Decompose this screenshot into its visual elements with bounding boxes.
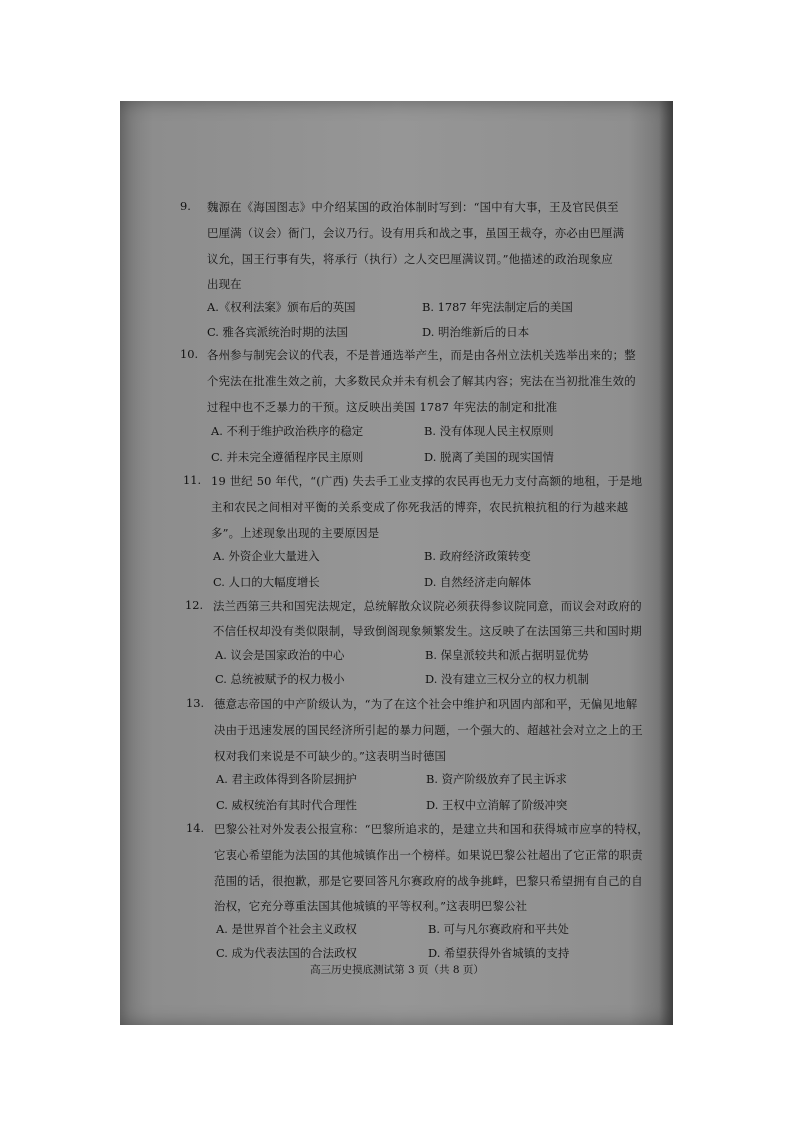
- question-14-line-2: 它衷心希望能为法国的其他城镇作出一个榜样。如果说巴黎公社超出了它正常的职责: [214, 848, 643, 862]
- question-9-line-4: 出现在: [207, 277, 242, 291]
- question-12-line-2: 不信任权却没有类似限制，导致倒阁现象频繁发生。这反映了在法国第三共和国时期: [213, 624, 642, 638]
- question-9-option-c: C. 雅各宾派统治时期的法国: [207, 325, 348, 339]
- page-shadow-edge: [659, 101, 673, 1025]
- question-10-option-a: A. 不利于维护政治秩序的稳定: [211, 424, 364, 438]
- question-14-number: 14.: [186, 821, 205, 835]
- question-9-option-a: A.《权利法案》颁布后的英国: [207, 300, 356, 314]
- question-10-number: 10.: [180, 347, 199, 361]
- question-11-option-a: A. 外资企业大量进入: [213, 549, 320, 563]
- question-11-option-b: B. 政府经济政策转变: [424, 549, 531, 563]
- question-13-line-3: 权对我们来说是不可缺少的。”这表明当时德国: [214, 749, 447, 763]
- question-9-number: 9.: [180, 199, 191, 213]
- question-13-line-1: 德意志帝国的中产阶级认为，“为了在这个社会中维护和巩固内部和平，无偏见地解: [214, 697, 638, 711]
- question-10-option-b: B. 没有体现人民主权原则: [424, 424, 554, 438]
- question-13-option-b: B. 资产阶级放弃了民主诉求: [426, 772, 567, 786]
- question-11-option-c: C. 人口的大幅度增长: [213, 575, 320, 589]
- question-12-option-c: C. 总统被赋予的权力极小: [215, 672, 345, 686]
- question-11-line-2: 主和农民之间相对平衡的关系变成了你死我活的博弈，农民抗粮抗租的行为越来越: [211, 500, 629, 514]
- question-14-option-c: C. 成为代表法国的合法政权: [216, 946, 357, 960]
- question-13-option-c: C. 威权统治有其时代合理性: [216, 798, 357, 812]
- question-12-option-a: A. 议会是国家政治的中心: [215, 648, 345, 662]
- question-9-option-d: D. 明治维新后的日本: [422, 325, 530, 339]
- question-10-line-2: 个宪法在批准生效之前，大多数民众并未有机会了解其内容；宪法在当初批准生效的: [207, 374, 636, 388]
- question-12-line-1: 法兰西第三共和国宪法规定，总统解散众议院必须获得参议院同意，而议会对政府的: [213, 599, 642, 613]
- question-14-option-d: D. 希望获得外省城镇的支持: [428, 946, 570, 960]
- question-14-option-b: B. 可与凡尔赛政府和平共处: [428, 922, 569, 936]
- question-9-line-2: 巴厘满（议会）衙门，会议乃行。设有用兵和战之事，虽国王裁夺，亦必由巴厘满: [207, 226, 625, 240]
- question-13-number: 13.: [186, 696, 205, 710]
- question-13-line-2: 决由于迅速发展的国民经济所引起的暴力问题，一个强大的、超越社会对立之上的王: [214, 723, 643, 737]
- question-9-option-b: B. 1787 年宪法制定后的美国: [422, 300, 573, 314]
- question-11-option-d: D. 自然经济走向解体: [424, 575, 532, 589]
- question-12-option-b: B. 保皇派较共和派占据明显优势: [425, 648, 589, 662]
- question-14-line-3: 范围的话，很抱歉，那是它要回答凡尔赛政府的战争挑衅，巴黎只希望拥有自己的自: [214, 874, 643, 888]
- question-13-option-a: A. 君主政体得到各阶层拥护: [216, 772, 357, 786]
- question-11-number: 11.: [183, 473, 202, 487]
- question-11-line-1: 19 世纪 50 年代，“(广西) 失去手工业支撑的农民再也无力支付高额的地租，于是地: [211, 474, 643, 488]
- question-10-option-c: C. 并未完全遵循程序民主原则: [211, 450, 364, 464]
- question-10-line-3: 过程中也不乏暴力的干预。这反映出美国 1787 年宪法的制定和批准: [207, 400, 558, 414]
- question-14-option-a: A. 是世界首个社会主义政权: [216, 922, 357, 936]
- question-9-line-1: 魏源在《海国图志》中介绍某国的政治体制时写到：“国中有大事，王及官民俱至: [207, 200, 619, 214]
- question-9-line-3: 议允，国王行事有失，将承行（执行）之人交巴厘满议罚。”他描述的政治现象应: [207, 252, 613, 266]
- question-12-number: 12.: [185, 598, 204, 612]
- question-11-line-3: 多”。上述现象出现的主要原因是: [211, 526, 380, 540]
- question-10-line-1: 各州参与制宪会议的代表，不是普通选举产生，而是由各州立法机关选举出来的；整: [207, 348, 636, 362]
- question-14-line-1: 巴黎公社对外发表公报宣称：“巴黎所追求的，是建立共和国和获得城市应享的特权，: [214, 822, 649, 836]
- question-10-option-d: D. 脱离了美国的现实国情: [424, 450, 554, 464]
- question-14-line-4: 治权，它充分尊重法国其他城镇的平等权利。”这表明巴黎公社: [214, 899, 528, 913]
- question-12-option-d: D. 没有建立三权分立的权力机制: [425, 672, 590, 686]
- question-13-option-d: D. 王权中立消解了阶级冲突: [426, 798, 568, 812]
- page-footer: 高三历史摸底测试第 3 页（共 8 页）: [310, 964, 484, 976]
